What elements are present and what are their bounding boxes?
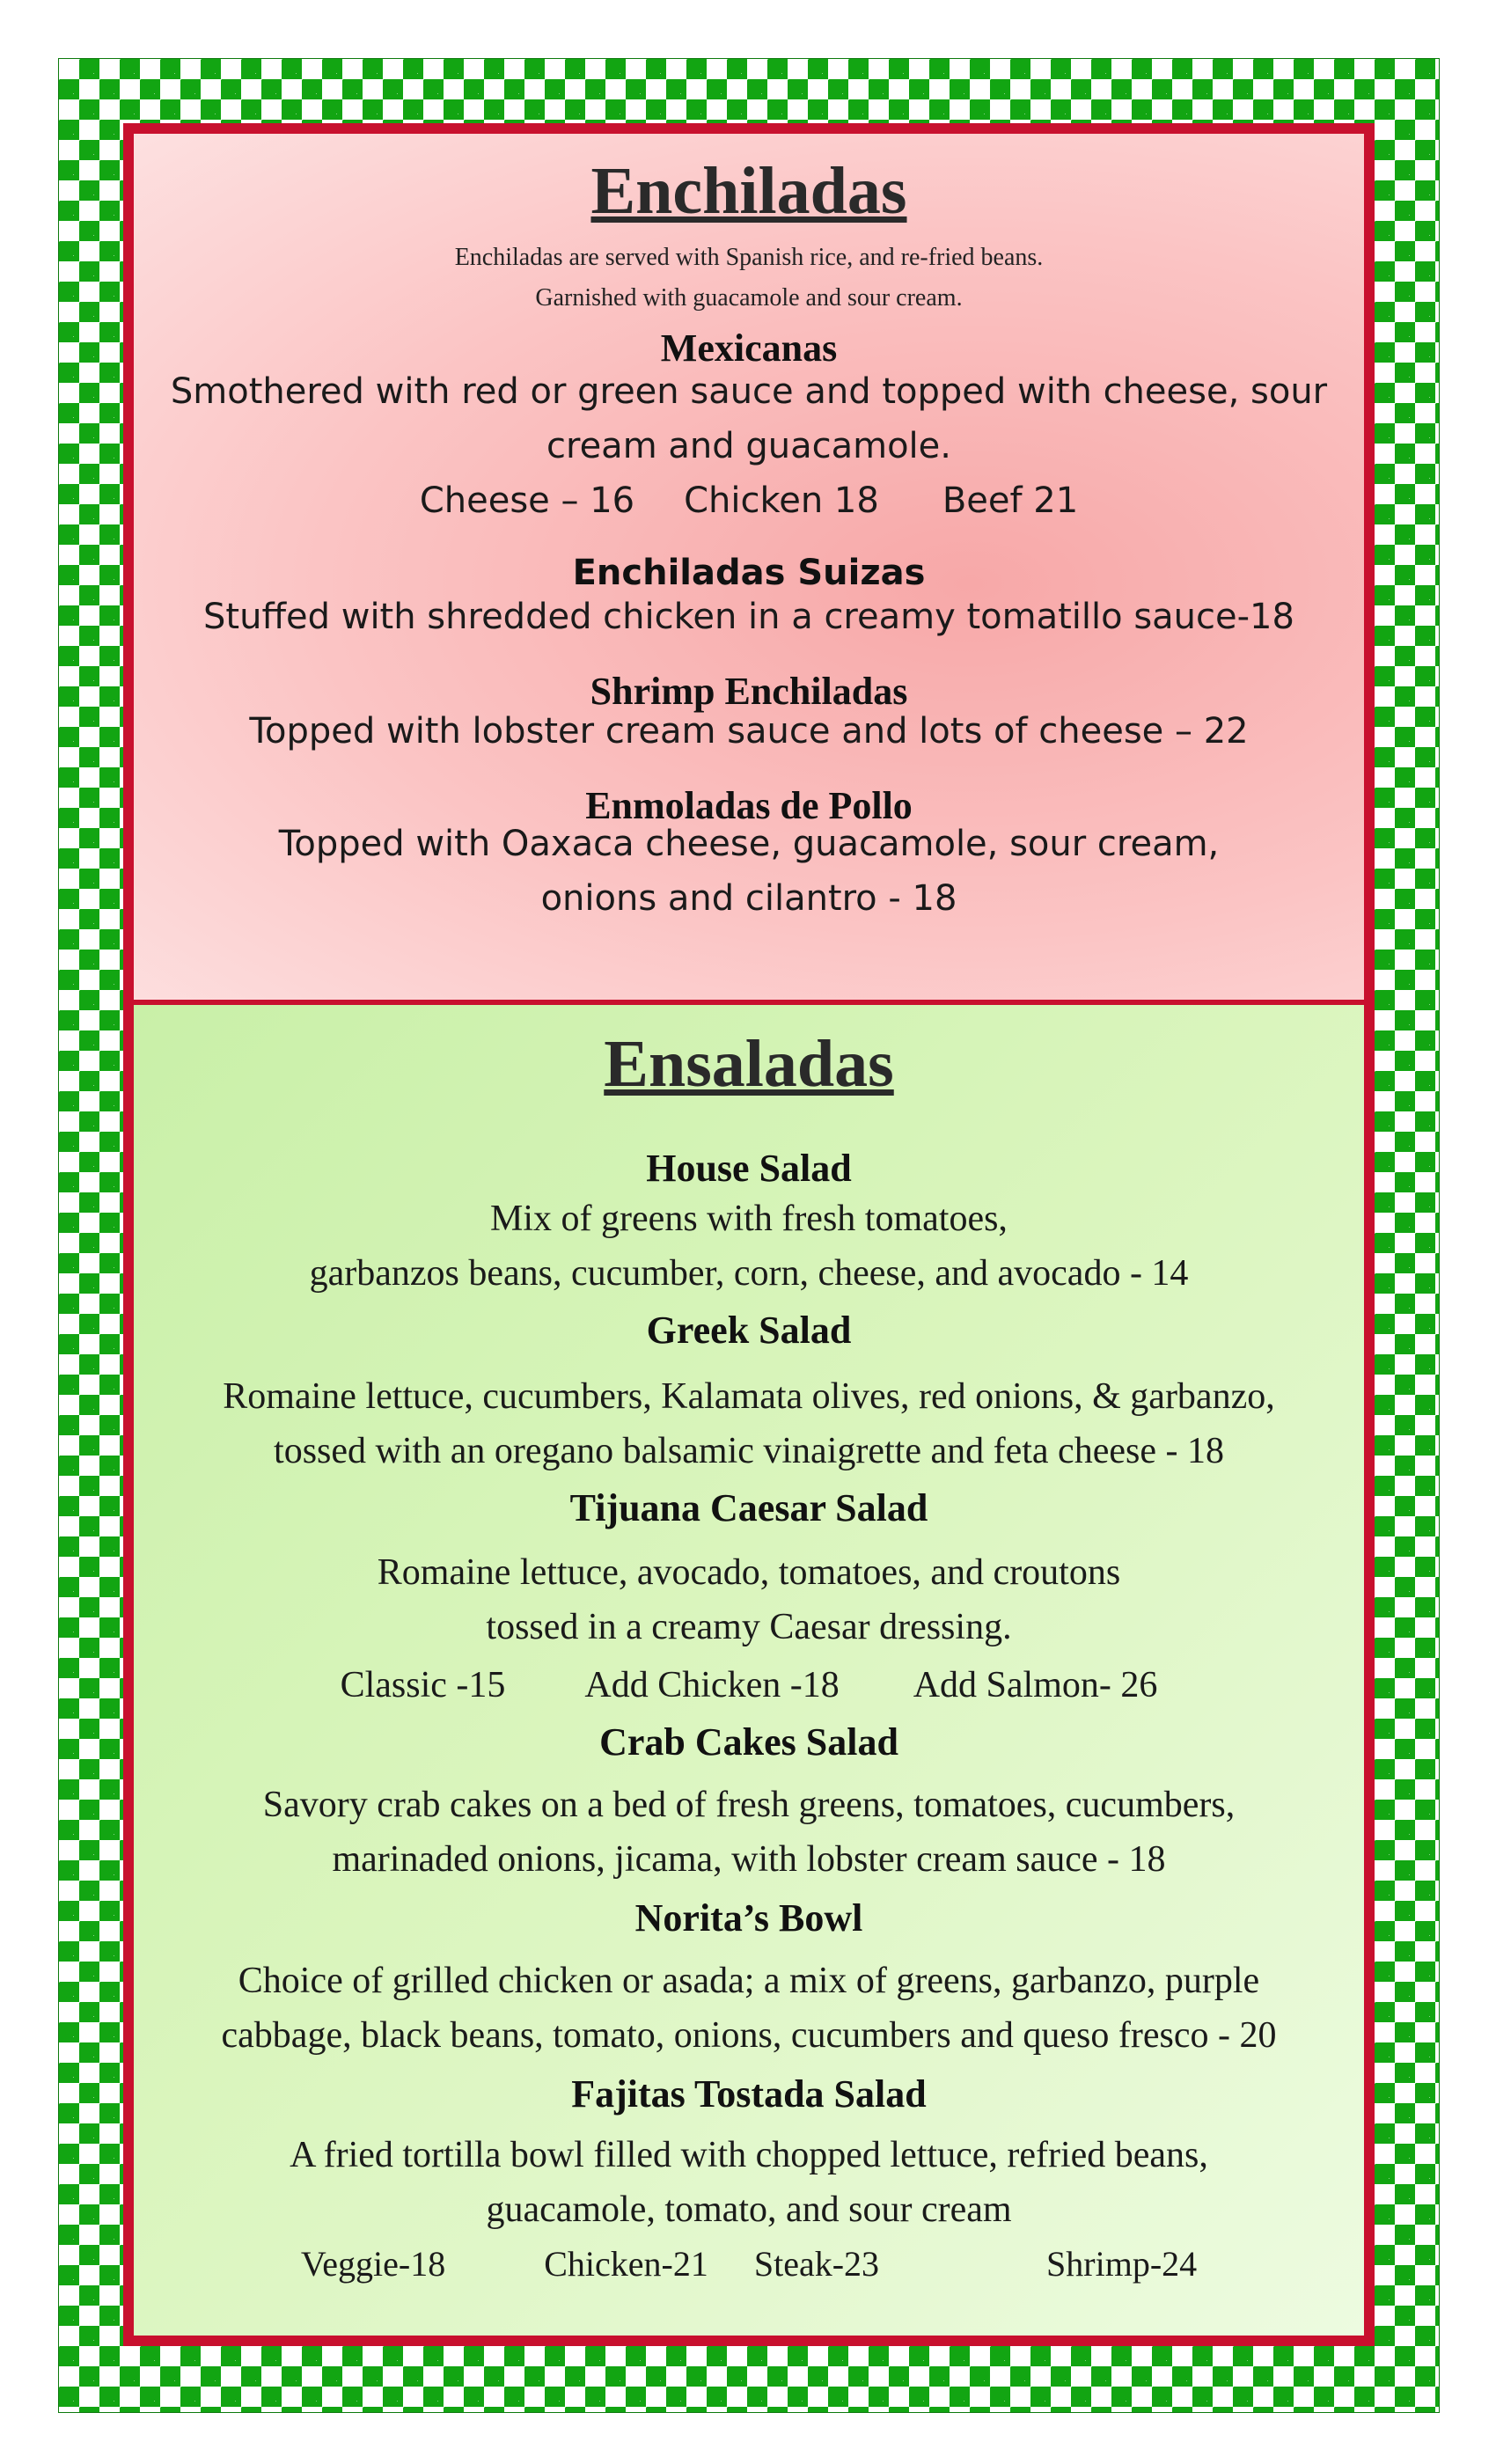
description-line: tossed with an oregano balsamic vinaigrette and feta cheese - 18 — [274, 1431, 1224, 1471]
item-title: Enmoladas de Pollo — [585, 784, 913, 827]
ensaladas-title: Ensaladas — [604, 1027, 894, 1101]
crab-description — [134, 1778, 1364, 1887]
item-title: Greek Salad — [646, 1309, 852, 1352]
description-line: Choice of grilled chicken or asada; a mix of greens, garbanzo, purple — [238, 1961, 1260, 2001]
greek-description — [134, 1369, 1364, 1478]
intro-line: Garnished with guacamole and sour cream. — [535, 284, 963, 312]
item-title: Crab Cakes Salad — [599, 1720, 898, 1764]
description-line: Romaine lettuce, cucumbers, Kalamata olives, red onions, & garbanzo, — [223, 1376, 1275, 1417]
suizas-description: Stuffed with shredded chicken in a creamy tomatillo sauce-18 — [203, 597, 1294, 637]
fajitas-description — [134, 2128, 1364, 2237]
enmoladas-description — [134, 817, 1364, 926]
description-line: tossed in a creamy Caesar dressing. — [486, 1607, 1012, 1647]
mexicanas-prices — [134, 473, 1364, 528]
description-line: cream and guacamole. — [546, 426, 951, 466]
mexicanas-description — [134, 364, 1364, 473]
ensaladas-panel — [123, 1000, 1375, 2346]
price-steak: Steak-23 — [753, 2244, 880, 2284]
price-shrimp: Shrimp-24 — [1046, 2244, 1198, 2284]
fajitas-prices — [134, 2237, 1364, 2292]
enchiladas-panel — [123, 123, 1375, 1005]
intro-line: Enchiladas are served with Spanish rice, and re-fried beans. — [454, 244, 1044, 271]
price-beef: Beef 21 — [942, 480, 1079, 521]
description-line: Topped with Oaxaca cheese, guacamole, sour cream, — [278, 824, 1220, 864]
price-add-salmon: Add Salmon- 26 — [913, 1665, 1158, 1705]
caesar-description — [134, 1545, 1364, 1654]
item-title: Norita’s Bowl — [634, 1896, 863, 1940]
enchiladas-intro — [134, 238, 1364, 319]
price-chicken: Chicken 18 — [684, 480, 879, 521]
item-title: Shrimp Enchiladas — [590, 670, 908, 713]
description-line: guacamole, tomato, and sour cream — [486, 2189, 1012, 2230]
enchiladas-title: Enchiladas — [590, 154, 907, 228]
price-classic: Classic -15 — [340, 1665, 506, 1705]
description-line: onions and cilantro - 18 — [540, 878, 957, 919]
item-title: Enchiladas Suizas — [572, 553, 926, 593]
description-line: Smothered with red or green sauce and topped with cheese, sour — [170, 371, 1328, 412]
norita-description — [134, 1954, 1364, 2063]
description-line: marinaded onions, jicama, with lobster cream sauce - 18 — [332, 1839, 1166, 1880]
description-line: A fried tortilla bowl filled with chopped lettuce, refried beans, — [290, 2135, 1208, 2175]
price-veggie: Veggie-18 — [300, 2244, 446, 2284]
house-description — [134, 1192, 1364, 1301]
description-line: Mix of greens with fresh tomatoes, — [490, 1199, 1008, 1239]
item-title: Fajitas Tostada Salad — [571, 2072, 927, 2116]
item-title: Mexicanas — [660, 326, 838, 370]
item-title: House Salad — [646, 1147, 852, 1190]
price-cheese: Cheese – 16 — [419, 480, 635, 521]
caesar-prices — [134, 1658, 1364, 1712]
price-add-chicken: Add Chicken -18 — [584, 1665, 840, 1705]
price-chicken: Chicken-21 — [544, 2244, 708, 2284]
description-line: Romaine lettuce, avocado, tomatoes, and croutons — [377, 1552, 1121, 1593]
shrimp-description: Topped with lobster cream sauce and lots of cheese – 22 — [249, 711, 1249, 752]
description-line: garbanzos beans, cucumber, corn, cheese, and avocado - 14 — [309, 1253, 1189, 1294]
item-title: Tijuana Caesar Salad — [569, 1486, 928, 1529]
description-line: Savory crab cakes on a bed of fresh greens, tomatoes, cucumbers, — [262, 1785, 1236, 1825]
description-line: cabbage, black beans, tomato, onions, cucumbers and queso fresco - 20 — [221, 2015, 1277, 2056]
